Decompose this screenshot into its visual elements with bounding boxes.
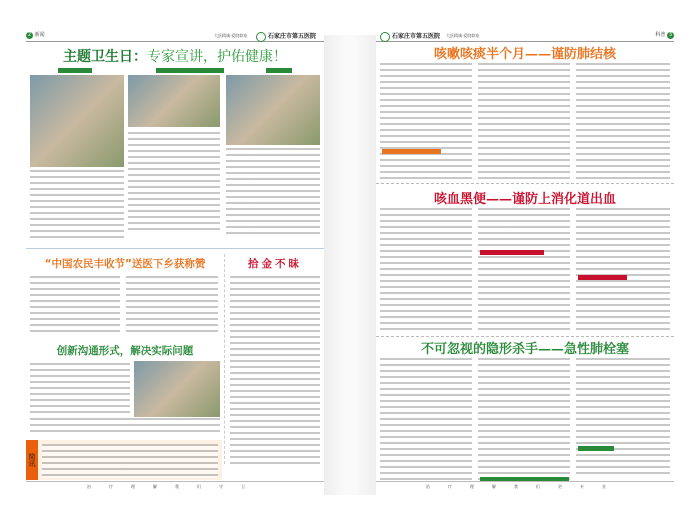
photo [128,75,220,127]
article-title: 不可忽视的隐形杀手——急性肺栓塞 [420,342,629,357]
photo [226,75,320,145]
hospital-logo [380,31,440,42]
article-title: 创新沟通形式，解决实际问题 [56,345,194,357]
divider [376,183,674,184]
brief-box [26,440,222,480]
photo-caption-tag [266,68,292,73]
page-gutter [324,35,376,495]
article-title: 拾金不昧 [248,258,302,270]
page-number: 2 [27,32,32,38]
left-page [26,28,324,498]
article-title: 咳嗽咳痰半个月——谨防肺结核 [433,47,616,62]
right-page [376,28,674,498]
divider [26,248,324,249]
page-footer: 治疗理解我们更专业 [376,481,674,490]
headline-part: 主题卫生日： [63,49,147,65]
logo-icon [256,32,266,42]
article-title: 咳血黑便——谨防上消化道出血 [433,192,616,207]
brand-slogan: 大医精诚·爱院如家 [446,33,480,38]
photo [134,361,220,417]
divider [224,254,225,464]
subhead-tag [480,250,544,255]
logo-text: 石家庄市第五医院 [392,33,441,40]
page-number: 3 [668,32,673,38]
page-header [26,31,324,42]
section-label [655,31,674,39]
page-header [376,31,674,42]
subhead-tag [382,149,441,154]
section-label: 新闻 [34,32,45,38]
headline-part: 专家宣讲，护佑健康！ [147,49,287,65]
logo-icon [380,32,390,42]
subhead-tag [578,275,627,280]
subhead-tag [578,446,614,451]
photo [30,75,124,167]
brand-slogan: 大医精诚·爱院如家 [214,33,248,38]
hospital-logo [256,31,316,42]
main-headline [26,46,324,66]
divider [376,336,674,337]
logo-text: 石家庄市第五医院 [268,33,317,40]
article-title: “中国农民丰收节”送医下乡获称赞 [44,258,206,270]
brief-label: 简讯 [26,440,38,480]
page-footer: 治疗理解我们守卫 [26,481,324,490]
photo-caption-tag [156,68,224,73]
section-text: 科普 [655,32,666,38]
photo-caption-tag [58,68,92,73]
